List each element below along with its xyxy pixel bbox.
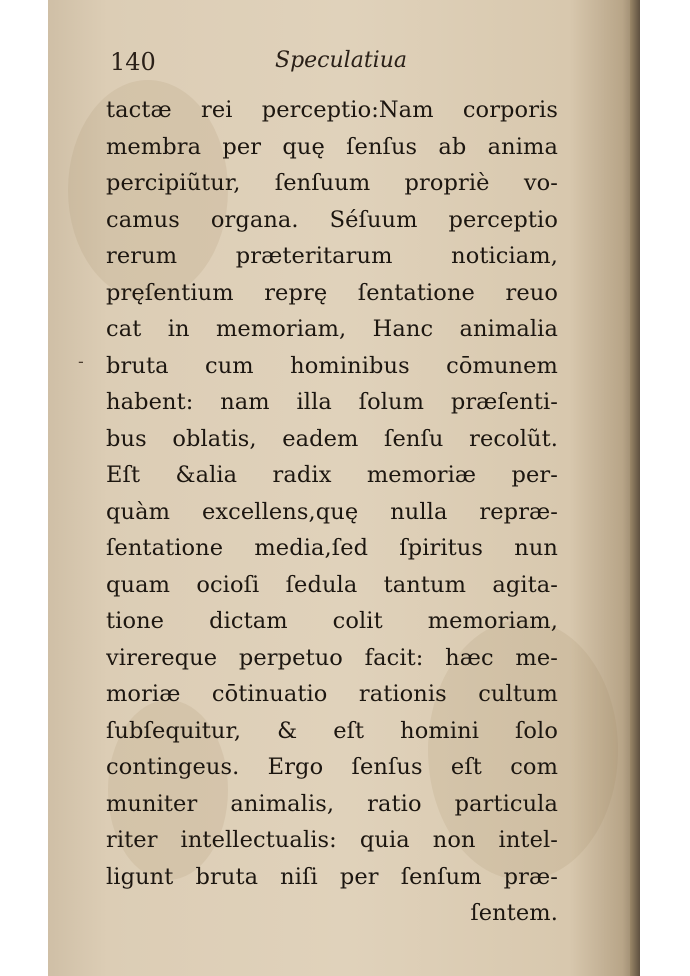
running-head: Speculatiua <box>275 48 407 73</box>
text-line: habent: nam illa ſolum præſenti- <box>106 389 558 415</box>
page-number: 140 <box>110 48 156 76</box>
text-line: tione dictam colit memoriam, <box>106 608 558 634</box>
text-line: ligunt bruta niſi per ſenſum præ- <box>106 863 558 890</box>
text-line: ſubſequitur, & eſt homini ſolo <box>106 717 558 744</box>
body-text <box>106 92 558 932</box>
text-line: quàm excellens,quę nulla repræ- <box>106 498 558 525</box>
text-line: muniter animalis, ratio particula <box>106 790 558 817</box>
text-line: bruta cum hominibus cōmunem <box>106 352 558 379</box>
text-line: rerum præteritarum noticiam, <box>106 243 558 269</box>
text-line: bus oblatis, eadem ſenſu recolũt. <box>106 425 558 452</box>
text-line: moriæ cōtinuatio rationis cultum <box>106 681 558 707</box>
book-spine-shadow <box>630 0 640 976</box>
text-line: tactæ rei perceptio:Nam corporis <box>106 97 558 123</box>
text-line: cat in memoriam, Hanc animalia <box>106 316 558 342</box>
text-line: membra per quę ſenſus ab anima <box>106 133 558 160</box>
text-line: quam ocioſi ſedula tantum agita- <box>106 571 558 598</box>
text-line: ſentatione media,ſed ſpiritus nun <box>106 535 558 561</box>
text-line: virereque perpetuo facit: hæc me- <box>106 644 558 671</box>
text-line: pręſentium reprę ſentatione reuo <box>106 279 558 306</box>
text-line: riter intellectualis: quia non intel- <box>106 827 558 853</box>
text-line: camus organa. Séſuum perceptio <box>106 206 558 233</box>
text-line: contingeus. Ergo ſenſus eſt com <box>106 754 558 780</box>
text-line: percipiũtur, ſenſuum propriè vo- <box>106 170 558 196</box>
text-line: Eſt &alia radix memoriæ per- <box>106 462 558 488</box>
catchword: ſentem. <box>470 900 558 926</box>
margin-mark: - <box>78 352 84 371</box>
page-header <box>110 48 550 82</box>
